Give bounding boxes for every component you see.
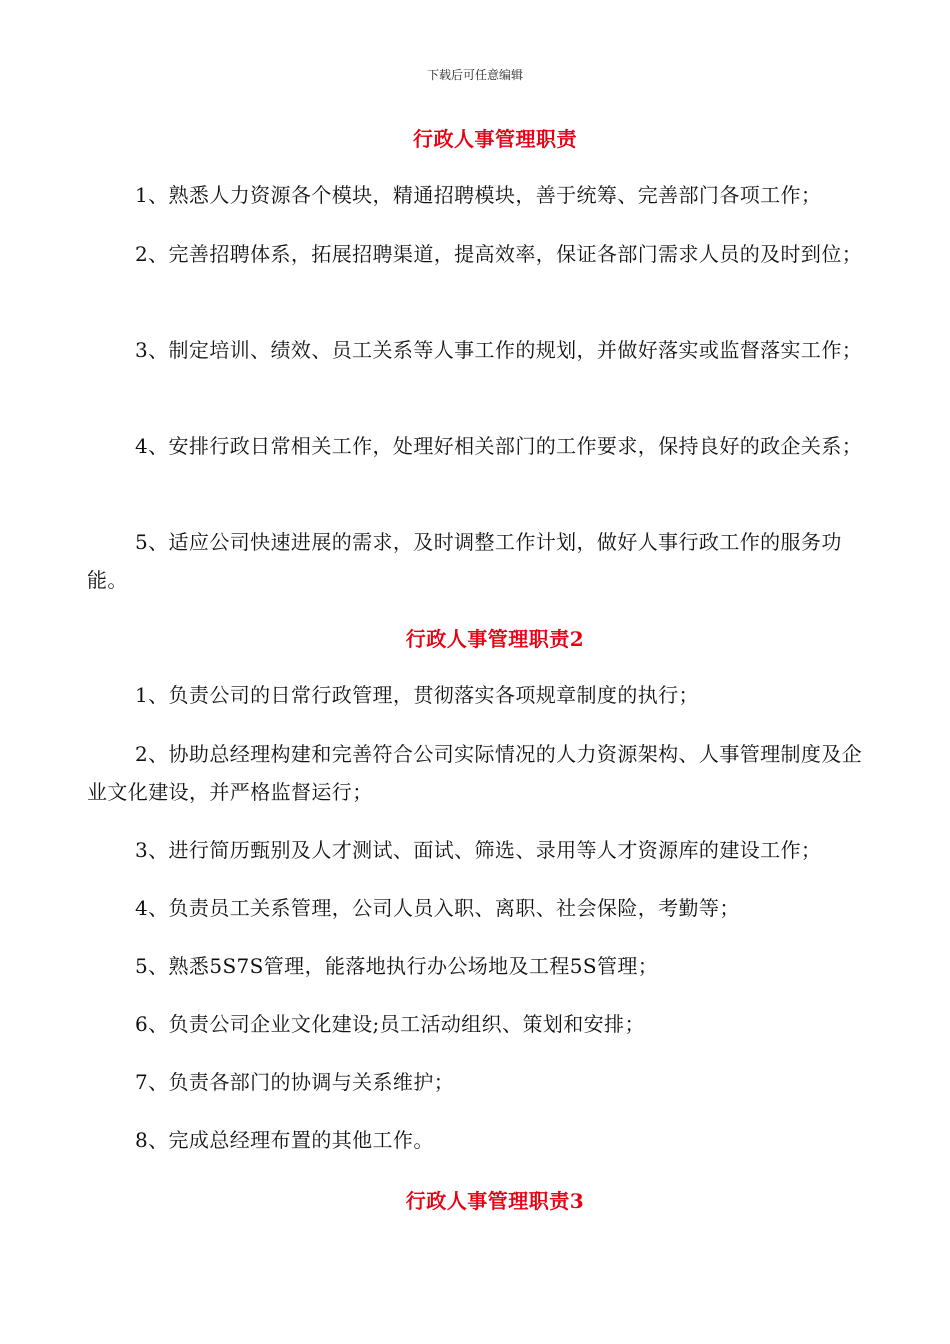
section-title: 行政人事管理职责3 — [405, 1189, 585, 1213]
duty-item: 4、负责员工关系管理，公司人员入职、离职、社会保险，考勤等； — [135, 896, 740, 920]
duty-item: 3、制定培训、绩效、员工关系等人事工作的规划，并做好落实或监督落实工作； — [135, 338, 863, 362]
section-title: 行政人事管理职责 — [413, 127, 577, 151]
header-note: 下载后可任意编辑 — [426, 68, 523, 82]
duty-item: 8、完成总经理布置的其他工作。 — [135, 1128, 434, 1152]
section-title: 行政人事管理职责2 — [405, 627, 585, 651]
duty-item: 1、负责公司的日常行政管理，贯彻落实各项规章制度的执行； — [135, 683, 699, 707]
duty-item: 3、进行简历甄别及人才测试、面试、筛选、录用等人才资源库的建设工作； — [135, 838, 822, 862]
duty-item: 5、适应公司快速进展的需求，及时调整工作计划，做好人事行政工作的服务功能。 — [87, 530, 842, 592]
duty-item: 2、完善招聘体系，拓展招聘渠道，提高效率，保证各部门需求人员的及时到位； — [135, 242, 863, 266]
duty-item: 1、熟悉人力资源各个模块，精通招聘模块，善于统筹、完善部门各项工作； — [135, 183, 822, 207]
duty-item: 2、协助总经理构建和完善符合公司实际情况的人力资源架构、人事管理制度及企业文化建设，并严格监督运行； — [87, 742, 863, 804]
duty-item: 7、负责各部门的协调与关系维护； — [135, 1070, 455, 1094]
duty-item: 4、安排行政日常相关工作，处理好相关部门的工作要求，保持良好的政企关系； — [135, 434, 863, 458]
duty-item: 6、负责公司企业文化建设;员工活动组织、策划和安排； — [135, 1012, 645, 1036]
duty-item: 5、熟悉5S7S管理，能落地执行办公场地及工程5S管理； — [135, 954, 659, 978]
